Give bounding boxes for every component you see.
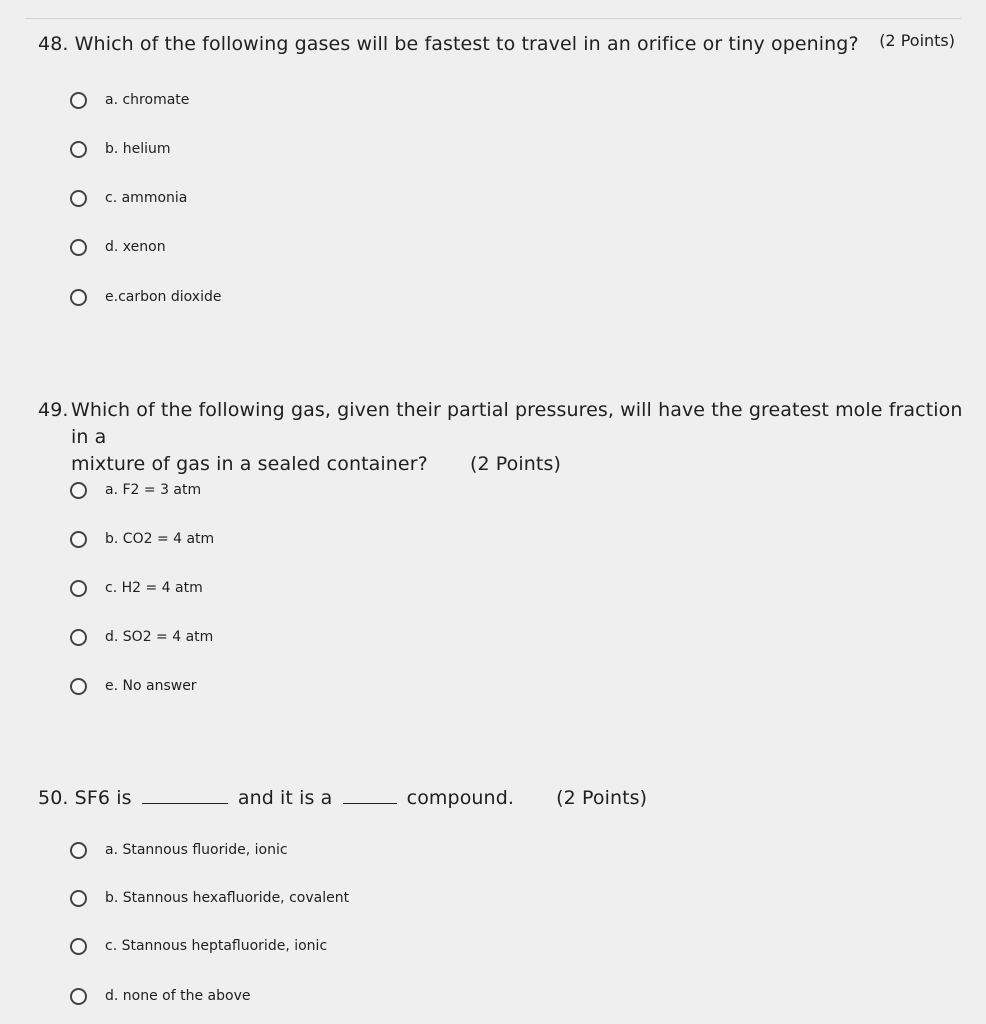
- question-50-text-part1: SF6 is: [74, 787, 132, 809]
- radio-icon[interactable]: [70, 629, 87, 646]
- option-48-b-label: b. helium: [105, 141, 171, 157]
- option-48-c-label: c. ammonia: [105, 190, 188, 206]
- question-50-text-part2: and it is a: [237, 787, 333, 809]
- question-48-text: Which of the following gases will be fastest to travel in an orifice or tiny opening?: [74, 33, 859, 55]
- option-49-e-label: e. No answer: [105, 678, 197, 694]
- option-50-d[interactable]: [70, 983, 250, 1009]
- option-50-c[interactable]: [70, 933, 327, 959]
- radio-icon[interactable]: [70, 678, 87, 695]
- option-48-d-label: d. xenon: [105, 239, 166, 255]
- question-49-number: 49.: [38, 399, 69, 421]
- answer-blank-1: [142, 785, 228, 804]
- option-50-a-label: a. Stannous fluoride, ionic: [105, 842, 288, 858]
- question-50-title: [38, 785, 963, 812]
- question-49-points: (2 Points): [469, 453, 561, 475]
- radio-icon[interactable]: [70, 580, 87, 597]
- question-49-title: [38, 397, 963, 478]
- question-49-text-line2: mixture of gas in a sealed container?: [71, 453, 428, 475]
- option-48-e[interactable]: [70, 284, 221, 310]
- option-49-d-label: d. SO2 = 4 atm: [105, 629, 214, 645]
- option-50-c-label: c. Stannous heptafluoride, ionic: [105, 938, 328, 954]
- option-48-d[interactable]: [70, 234, 166, 260]
- option-48-a[interactable]: [70, 87, 189, 113]
- radio-icon[interactable]: [70, 92, 87, 109]
- radio-icon[interactable]: [70, 239, 87, 256]
- question-49-text-line1: Which of the following gas, given their partial pressures, will have the greatest mole fraction in a: [71, 399, 963, 448]
- option-49-c[interactable]: [70, 575, 203, 601]
- question-50-number: 50.: [38, 787, 69, 809]
- option-50-b-label: b. Stannous hexafluoride, covalent: [105, 890, 350, 906]
- answer-blank-2: [343, 785, 397, 804]
- option-49-e[interactable]: [70, 673, 197, 699]
- option-49-a-label: a. F2 = 3 atm: [105, 482, 202, 498]
- radio-icon[interactable]: [70, 890, 87, 907]
- option-50-b[interactable]: [70, 885, 349, 911]
- option-48-c[interactable]: [70, 185, 187, 211]
- question-48-title: [38, 31, 963, 58]
- radio-icon[interactable]: [70, 141, 87, 158]
- option-48-b[interactable]: [70, 136, 171, 162]
- radio-icon[interactable]: [70, 289, 87, 306]
- option-50-d-label: d. none of the above: [105, 988, 251, 1004]
- option-50-a[interactable]: [70, 837, 288, 863]
- radio-icon[interactable]: [70, 988, 87, 1005]
- radio-icon[interactable]: [70, 482, 87, 499]
- option-49-b-label: b. CO2 = 4 atm: [105, 531, 215, 547]
- option-48-e-label: e.carbon dioxide: [105, 289, 222, 305]
- question-48-number: 48.: [38, 33, 69, 55]
- question-48: [38, 31, 963, 58]
- top-divider: [25, 18, 961, 19]
- option-49-c-label: c. H2 = 4 atm: [105, 580, 203, 596]
- question-50: [38, 785, 963, 812]
- question-49: [38, 397, 963, 478]
- question-50-text-part3: compound.: [406, 787, 515, 809]
- radio-icon[interactable]: [70, 842, 87, 859]
- option-49-b[interactable]: [70, 526, 214, 552]
- question-48-points: (2 Points): [879, 31, 955, 50]
- option-48-a-label: a. chromate: [105, 92, 190, 108]
- option-49-d[interactable]: [70, 624, 213, 650]
- question-49-text-block: [71, 397, 963, 478]
- question-50-points: (2 Points): [556, 787, 648, 809]
- option-49-a[interactable]: [70, 477, 201, 503]
- radio-icon[interactable]: [70, 531, 87, 548]
- radio-icon[interactable]: [70, 938, 87, 955]
- radio-icon[interactable]: [70, 190, 87, 207]
